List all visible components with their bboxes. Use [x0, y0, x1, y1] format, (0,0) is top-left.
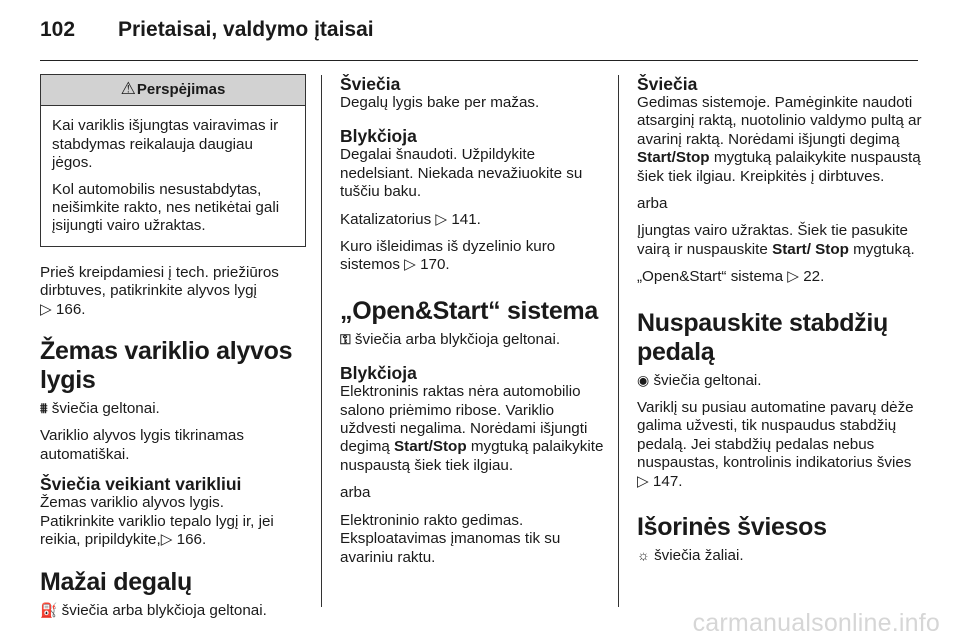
page-ref: 170.: [420, 256, 450, 274]
ref-arrow-icon: ▷: [404, 256, 416, 274]
page-number: 102: [40, 18, 76, 41]
column-divider: [321, 75, 322, 607]
subheading: Šviečia: [340, 74, 401, 94]
ref-arrow-icon: ▷: [40, 300, 52, 318]
warning-text: Kai variklis išjungtas vairavimas ir stabdymas reikalauja daugiau jėgos.: [52, 117, 279, 172]
section-heading: Išorinės šviesos: [637, 513, 827, 542]
column-2: [340, 74, 605, 576]
exterior-lights-icon: ☼: [637, 547, 650, 564]
fuel-pump-icon: ⛽: [40, 601, 58, 618]
watermark: carmanualsonline.info: [692, 609, 940, 637]
paragraph: Degalai šnaudoti. Užpildykite nedelsiant. Niekada nevažiuokite su tuščiu baku.: [340, 146, 583, 201]
warning-title: Perspėjimas: [136, 81, 226, 98]
paragraph: Elektroninis raktas nėra automobilio salono priėmimo ribose. Variklio uždvesti negalima. Norėdami išjungti degimą Start/Stop mygtuką palaikykite nuspaustą šiek tiek ilgiau.: [340, 383, 604, 474]
page-ref: 166.: [176, 531, 207, 549]
paragraph: Variklį su pusiau automatine pavarų dėže galima užvesti, tik nuspaudus stabdžių pedalą. Jei stabdžių pedalas nebus nuspaustas, kontrolinis indikatorius švies ▷ 147.: [637, 399, 914, 490]
ref-arrow-icon: ▷: [160, 531, 173, 549]
ref-arrow-icon: ▷: [637, 472, 649, 490]
page-ref: 22.: [803, 268, 825, 286]
section-heading: „Open&Start“ sistema: [340, 296, 598, 325]
lamp-line: ◉ šviečia geltonai.: [637, 371, 762, 389]
lamp-line: ⚿ šviečia arba blykčioja geltonai.: [340, 330, 561, 348]
paragraph: Įjungtas vairo užraktas. Šiek tie pasukite vairą ir nuspauskite Start/ Stop mygtuką.: [637, 222, 915, 258]
lamp-line: ⛽ šviečia arba blykčioja geltonai.: [40, 601, 267, 619]
page-ref: 166.: [55, 300, 86, 318]
paragraph: arba: [637, 195, 668, 213]
paragraph: Degalų lygis bake per mažas.: [340, 94, 540, 111]
header-rule: [40, 60, 918, 61]
section-heading: Žemas variklio alyvos lygis: [40, 337, 293, 395]
paragraph: Kuro išleidimas iš dyzelinio kuro sistemos ▷ 170.: [340, 238, 556, 274]
column-3: [637, 74, 922, 575]
warning-triangle-icon: ⚠: [120, 79, 136, 98]
ref-arrow-icon: ▷: [435, 210, 448, 228]
page-ref: 141.: [451, 210, 481, 228]
paragraph: Gedimas sistemoje. Pamėginkite naudoti atsarginį raktą, nuotolinio valdymo pultą ar avarinį raktą. Norėdami išjungti degimą Start/Stop mygtuką palaikykite nuspaustą šiek tiek ilgiau. Kreipkitės į dirbtuves.: [637, 94, 922, 185]
page-title: Prietaisai, valdymo įtaisai: [118, 18, 374, 41]
column-1: [40, 74, 306, 629]
lamp-line: ⩩ šviečia geltonai.: [40, 400, 160, 418]
warning-header: [41, 75, 305, 106]
subheading: Šviečia: [637, 74, 698, 94]
paragraph: Elektroninio rakto gedimas. Eksploatavimas įmanomas tik su avariniu raktu.: [340, 511, 561, 566]
warning-text: Kol automobilis nesustabdytas, neišimkite rakto, nes netikėtai gali įsijungti vairo užraktas.: [52, 180, 280, 235]
oil-lamp-icon: ⩩: [40, 400, 48, 417]
subheading: Šviečia veikiant varikliui: [40, 474, 242, 495]
subheading: Blykčioja: [340, 363, 417, 384]
warning-box: [40, 74, 306, 247]
page-header: [40, 18, 374, 42]
section-heading: Mažai degalų: [40, 567, 192, 596]
subheading: Blykčioja: [340, 126, 417, 147]
paragraph: Variklio alyvos lygis tikrinamas automatiškai.: [40, 427, 244, 463]
paragraph: arba: [340, 484, 371, 502]
brake-pedal-icon: ◉: [637, 371, 650, 388]
paragraph: Prieš kreipdamiesi į tech. priežiūros dirbtuves, patikrinkite alyvos lygį ▷ 166.: [40, 263, 279, 318]
section-heading: Nuspauskite stabdžių pedalą: [637, 308, 888, 366]
paragraph: „Open&Start“ sistema ▷ 22.: [637, 268, 825, 286]
page-ref: 147.: [652, 472, 683, 490]
ref-arrow-icon: ▷: [787, 268, 799, 286]
key-lamp-icon: ⚿: [340, 330, 351, 347]
column-divider: [618, 75, 619, 607]
warning-body: [41, 106, 305, 245]
paragraph: Žemas variklio alyvos lygis. Patikrinkite variklio tepalo lygį ir, jei reikia, pripildykite,▷ 166.: [40, 494, 274, 549]
lamp-line: ☼ šviečia žaliai.: [637, 547, 744, 565]
paragraph: Katalizatorius ▷ 141.: [340, 210, 481, 228]
